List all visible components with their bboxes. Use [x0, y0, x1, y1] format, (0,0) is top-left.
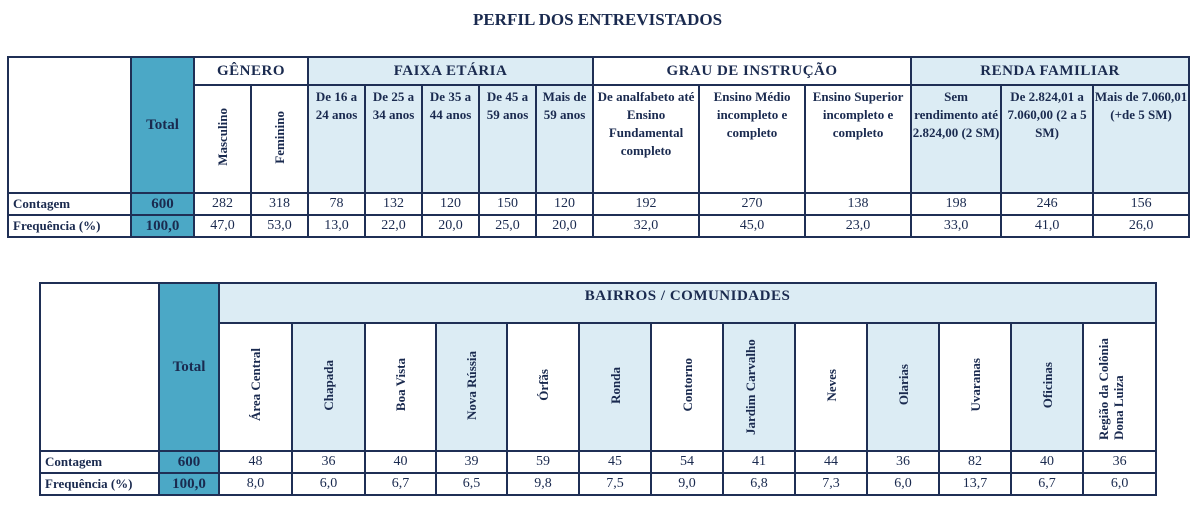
col-header: Contorno: [651, 323, 723, 451]
cell: 198: [911, 193, 1001, 215]
table-row-contagem: [40, 451, 1156, 473]
col-header: Região da Colônia Dona Luiza: [1083, 323, 1156, 451]
group-genero: GÊNERO: [194, 57, 308, 85]
cell: 59: [507, 451, 579, 473]
cell: 20,0: [536, 215, 593, 237]
cell: 6,7: [365, 473, 436, 495]
cell: 9,8: [507, 473, 579, 495]
group-grau-instrucao: GRAU DE INSTRUÇÃO: [593, 57, 911, 85]
cell: 22,0: [365, 215, 422, 237]
cell: 7,5: [579, 473, 651, 495]
cell: 33,0: [911, 215, 1001, 237]
col-header: Chapada: [292, 323, 365, 451]
cell: 7,3: [795, 473, 867, 495]
col-header: De 25 a 34 anos: [365, 85, 422, 193]
col-header: De 2.824,01 a 7.060,00 (2 a 5 SM): [1001, 85, 1093, 193]
col-header: Sem rendimento até 2.824,00 (2 SM): [911, 85, 1001, 193]
cell: 44: [795, 451, 867, 473]
cell: 82: [939, 451, 1011, 473]
page-title: PERFIL DOS ENTREVISTADOS: [472, 10, 723, 29]
corner-cell: [40, 283, 159, 451]
cell: 36: [867, 451, 939, 473]
col-header: De analfabeto até Ensino Fundamental completo: [593, 85, 699, 193]
row-label: Frequência (%): [8, 215, 131, 237]
profile-table: [7, 56, 1190, 238]
col-header: Ensino Médio incompleto e completo: [699, 85, 805, 193]
total-value: 600: [159, 451, 219, 473]
cell: 47,0: [194, 215, 251, 237]
table-row-contagem: [8, 193, 1189, 215]
cell: 48: [219, 451, 292, 473]
cell: 270: [699, 193, 805, 215]
col-header: Uvaranas: [939, 323, 1011, 451]
col-header: De 16 a 24 anos: [308, 85, 365, 193]
total-header: Total: [131, 57, 194, 193]
cell: 192: [593, 193, 699, 215]
row-label: Contagem: [40, 451, 159, 473]
group-faixa-etaria: FAIXA ETÁRIA: [308, 57, 593, 85]
cell: 13,0: [308, 215, 365, 237]
cell: 41,0: [1001, 215, 1093, 237]
col-header: Masculino: [194, 85, 251, 193]
col-header: Mais de 59 anos: [536, 85, 593, 193]
col-header: Neves: [795, 323, 867, 451]
total-value: 100,0: [131, 215, 194, 237]
cell: 23,0: [805, 215, 911, 237]
col-header: Área Central: [219, 323, 292, 451]
table-row-frequencia: [8, 215, 1189, 237]
cell: 45,0: [699, 215, 805, 237]
col-header: Feminino: [251, 85, 308, 193]
corner-cell: [8, 57, 131, 193]
col-header: Ensino Superior incompleto e completo: [805, 85, 911, 193]
total-header: Total: [159, 283, 219, 451]
cell: 40: [1011, 451, 1083, 473]
group-renda-familiar: RENDA FAMILIAR: [911, 57, 1189, 85]
cell: 20,0: [422, 215, 479, 237]
row-label: Frequência (%): [40, 473, 159, 495]
cell: 78: [308, 193, 365, 215]
cell: 150: [479, 193, 536, 215]
col-header: Boa Vista: [365, 323, 436, 451]
cell: 6,8: [723, 473, 795, 495]
total-value: 600: [131, 193, 194, 215]
cell: 9,0: [651, 473, 723, 495]
cell: 26,0: [1093, 215, 1189, 237]
cell: 6,7: [1011, 473, 1083, 495]
row-label: Contagem: [8, 193, 131, 215]
cell: 6,5: [436, 473, 507, 495]
cell: 156: [1093, 193, 1189, 215]
cell: 36: [1083, 451, 1156, 473]
cell: 32,0: [593, 215, 699, 237]
cell: 39: [436, 451, 507, 473]
col-header: Jardim Carvalho: [723, 323, 795, 451]
cell: 318: [251, 193, 308, 215]
cell: 282: [194, 193, 251, 215]
cell: 45: [579, 451, 651, 473]
cell: 120: [536, 193, 593, 215]
cell: 41: [723, 451, 795, 473]
cell: 132: [365, 193, 422, 215]
cell: 6,0: [867, 473, 939, 495]
col-header: Nova Rússia: [436, 323, 507, 451]
table-row-frequencia: [40, 473, 1156, 495]
group-bairros: BAIRROS / COMUNIDADES: [219, 283, 1156, 323]
cell: 6,0: [1083, 473, 1156, 495]
cell: 13,7: [939, 473, 1011, 495]
col-header: De 45 a 59 anos: [479, 85, 536, 193]
neighborhood-table: [39, 282, 1157, 496]
cell: 54: [651, 451, 723, 473]
cell: 53,0: [251, 215, 308, 237]
cell: 36: [292, 451, 365, 473]
col-header: Mais de 7.060,01 (+de 5 SM): [1093, 85, 1189, 193]
cell: 6,0: [292, 473, 365, 495]
cell: 246: [1001, 193, 1093, 215]
col-header: De 35 a 44 anos: [422, 85, 479, 193]
col-header: Oficinas: [1011, 323, 1083, 451]
cell: 40: [365, 451, 436, 473]
col-header: Ronda: [579, 323, 651, 451]
cell: 8,0: [219, 473, 292, 495]
cell: 138: [805, 193, 911, 215]
total-value: 100,0: [159, 473, 219, 495]
col-header: Olarias: [867, 323, 939, 451]
cell: 120: [422, 193, 479, 215]
col-header: Órfãs: [507, 323, 579, 451]
cell: 25,0: [479, 215, 536, 237]
